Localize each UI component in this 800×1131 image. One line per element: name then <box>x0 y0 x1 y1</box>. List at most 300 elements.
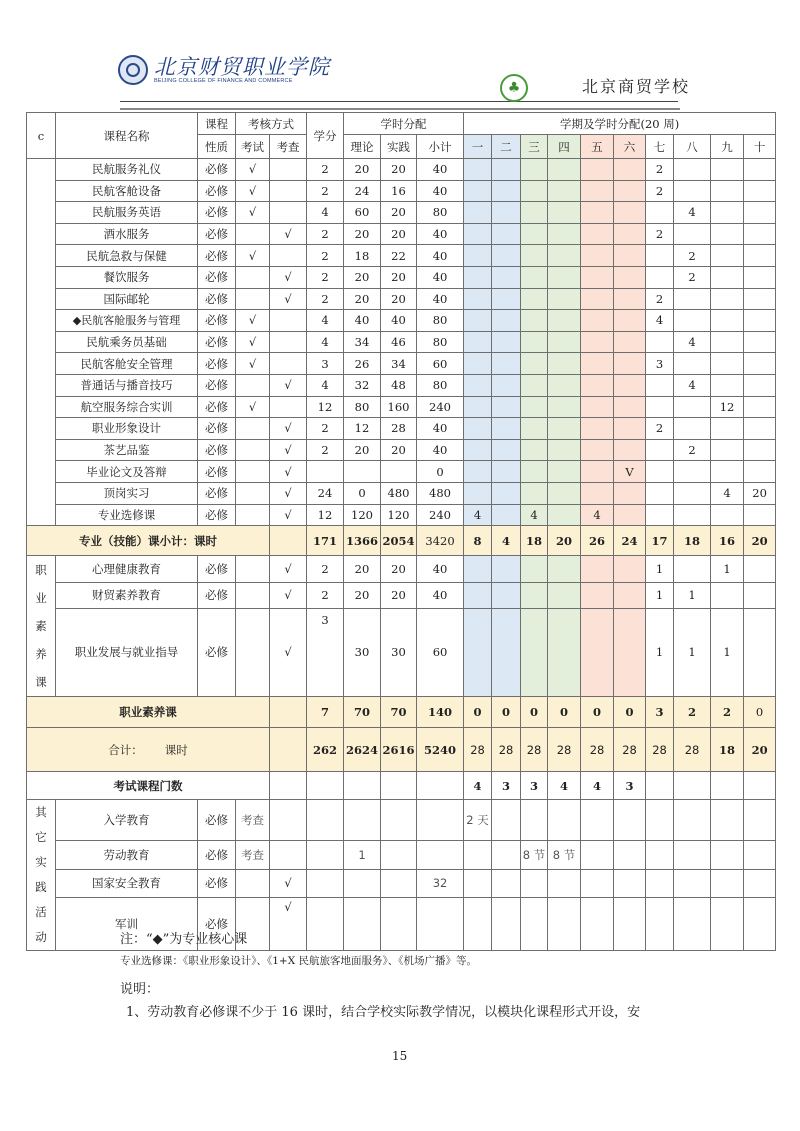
term-3-hours <box>521 159 548 181</box>
course-row <box>27 504 776 526</box>
exam-count-term-5: 4 <box>581 772 614 800</box>
term-1-hours <box>464 841 492 869</box>
course-row <box>27 461 776 483</box>
exam-count-term-9 <box>711 772 744 800</box>
course-name: 民航客舱设备 <box>56 180 198 202</box>
term-9-hours <box>711 223 744 245</box>
course-nature: 必修 <box>198 266 236 288</box>
term-5-hours <box>581 374 614 396</box>
term-7-hours: 1 <box>646 583 674 609</box>
term-4-hours <box>548 898 581 951</box>
check-mark <box>270 180 307 202</box>
course-name: 职业发展与就业指导 <box>56 608 198 696</box>
quality-subtotal-row-term-5: 0 <box>581 697 614 728</box>
total-row <box>27 728 776 772</box>
term-7-hours <box>646 482 674 504</box>
theory-hours: 20 <box>344 266 381 288</box>
total-row-term-1: 28 <box>464 728 492 772</box>
term-4-hours <box>548 180 581 202</box>
term-2-hours <box>492 159 521 181</box>
credit: 4 <box>307 310 344 332</box>
course-name: 心理健康教育 <box>56 556 198 583</box>
credit: 2 <box>307 556 344 583</box>
term-2-hours <box>492 223 521 245</box>
exam-mark: √ <box>236 396 270 418</box>
term-7-hours: 2 <box>646 159 674 181</box>
term-9-hours <box>711 288 744 310</box>
term-3-hours <box>521 439 548 461</box>
subtotal-hours: 40 <box>417 180 464 202</box>
term-3-hours <box>521 202 548 224</box>
course-row <box>27 556 776 583</box>
header-rule-thick <box>120 108 680 110</box>
practice-hours: 40 <box>381 310 417 332</box>
total-unit-label: 课时 <box>164 742 188 757</box>
quality-subtotal-row-term-3: 0 <box>521 697 548 728</box>
term-4-hours <box>548 396 581 418</box>
practice-hours <box>381 898 417 951</box>
quality-subtotal-row-term-7: 3 <box>646 697 674 728</box>
term-7-hours: 3 <box>646 353 674 375</box>
practice-hours: 34 <box>381 353 417 375</box>
exam-mark: √ <box>236 159 270 181</box>
term-7-hours <box>646 461 674 483</box>
term-2-hours <box>492 583 521 609</box>
subtotal-hours: 0 <box>417 461 464 483</box>
term-4-hours <box>548 223 581 245</box>
subtotal-hours <box>417 800 464 841</box>
term-9-hours <box>711 800 744 841</box>
header-c: c <box>27 113 56 159</box>
exam-count-row <box>27 772 776 800</box>
term-4-hours <box>548 202 581 224</box>
term-7-hours <box>646 266 674 288</box>
credit: 2 <box>307 159 344 181</box>
term-2-hours <box>492 461 521 483</box>
header-term-6: 六 <box>614 135 646 159</box>
term-1-hours <box>464 556 492 583</box>
term-10-hours <box>744 331 776 353</box>
term-7-hours <box>646 245 674 267</box>
header-term-3: 三 <box>521 135 548 159</box>
exam-mark: √ <box>236 331 270 353</box>
term-5-hours <box>581 353 614 375</box>
subtotal-hours: 40 <box>417 159 464 181</box>
term-6-hours <box>614 800 646 841</box>
exam-mark <box>236 288 270 310</box>
term-2-hours <box>492 180 521 202</box>
quality-subtotal-row-term-2: 0 <box>492 697 521 728</box>
check-mark: √ <box>270 869 307 897</box>
term-1-hours <box>464 898 492 951</box>
check-mark: √ <box>270 556 307 583</box>
theory-hours <box>344 869 381 897</box>
course-row <box>27 331 776 353</box>
credit: 2 <box>307 180 344 202</box>
course-row <box>27 353 776 375</box>
term-10-hours <box>744 396 776 418</box>
term-1-hours <box>464 310 492 332</box>
term-5-hours <box>581 800 614 841</box>
quality-subtotal-row-label: 职业素养课 <box>27 697 270 728</box>
credit <box>307 800 344 841</box>
subtotal-hours: 40 <box>417 223 464 245</box>
term-2-hours <box>492 556 521 583</box>
quality-group-label: 职 业 素 养 课 <box>27 556 56 697</box>
course-nature: 必修 <box>198 504 236 526</box>
course-nature: 必修 <box>198 202 236 224</box>
exam-mark <box>236 608 270 696</box>
term-9-hours <box>711 353 744 375</box>
theory-hours <box>344 898 381 951</box>
term-9-hours <box>711 159 744 181</box>
practice-hours: 22 <box>381 245 417 267</box>
header-exam: 考试 <box>236 135 270 159</box>
practice-hours: 20 <box>381 439 417 461</box>
term-7-hours <box>646 800 674 841</box>
term-3-hours <box>521 608 548 696</box>
term-5-hours <box>581 310 614 332</box>
theory-hours: 32 <box>344 374 381 396</box>
credit: 2 <box>307 288 344 310</box>
term-4-hours <box>548 504 581 526</box>
course-name: 专业选修课 <box>56 504 198 526</box>
empty-cell <box>307 772 344 800</box>
term-4-hours <box>548 608 581 696</box>
term-3-hours <box>521 180 548 202</box>
exam-count-term-1: 4 <box>464 772 492 800</box>
term-6-hours <box>614 266 646 288</box>
term-1-hours <box>464 223 492 245</box>
term-10-hours <box>744 288 776 310</box>
course-name: 普通话与播音技巧 <box>56 374 198 396</box>
theory-hours: 30 <box>344 608 381 696</box>
term-8-hours <box>674 418 711 440</box>
term-2-hours <box>492 504 521 526</box>
term-6-hours <box>614 202 646 224</box>
exam-mark <box>236 504 270 526</box>
pro-subtotal-row-term-5: 26 <box>581 526 614 556</box>
subtotal-hours: 60 <box>417 608 464 696</box>
course-name: 航空服务综合实训 <box>56 396 198 418</box>
term-10-hours <box>744 898 776 951</box>
course-nature: 必修 <box>198 418 236 440</box>
credit <box>307 898 344 951</box>
exam-mark: √ <box>236 180 270 202</box>
course-name: ◆民航客舱服务与管理 <box>56 310 198 332</box>
term-3-hours <box>521 353 548 375</box>
header-term-5: 五 <box>581 135 614 159</box>
check-mark <box>270 245 307 267</box>
term-6-hours <box>614 504 646 526</box>
theory-hours: 20 <box>344 223 381 245</box>
exam-mark: 考查 <box>236 841 270 869</box>
course-row <box>27 608 776 696</box>
term-2-hours <box>492 374 521 396</box>
term-7-hours: 2 <box>646 288 674 310</box>
total-row-term-8: 28 <box>674 728 711 772</box>
term-1-hours: 4 <box>464 504 492 526</box>
term-10-hours <box>744 608 776 696</box>
exam-mark <box>236 418 270 440</box>
pro-subtotal-row-term-1: 8 <box>464 526 492 556</box>
term-9-hours <box>711 266 744 288</box>
term-8-hours: 4 <box>674 331 711 353</box>
term-7-hours: 1 <box>646 556 674 583</box>
course-name: 毕业论文及答辩 <box>56 461 198 483</box>
header-practice: 实践 <box>381 135 417 159</box>
term-8-hours <box>674 353 711 375</box>
total-row-label <box>27 728 270 772</box>
term-4-hours <box>548 439 581 461</box>
term-5-hours: 4 <box>581 504 614 526</box>
total-row-theory: 2624 <box>344 728 381 772</box>
pro-subtotal-row-sub: 3420 <box>417 526 464 556</box>
term-8-hours <box>674 310 711 332</box>
theory-hours: 120 <box>344 504 381 526</box>
course-nature: 必修 <box>198 841 236 869</box>
subtotal-hours: 40 <box>417 266 464 288</box>
pro-subtotal-row-term-6: 24 <box>614 526 646 556</box>
theory-hours: 40 <box>344 310 381 332</box>
theory-hours: 60 <box>344 202 381 224</box>
term-1-hours <box>464 180 492 202</box>
quality-subtotal-row-practice: 70 <box>381 697 417 728</box>
term-5-hours <box>581 331 614 353</box>
college-logo <box>118 55 330 85</box>
school-name: 北京商贸学校 <box>582 77 691 96</box>
course-row <box>27 374 776 396</box>
exam-count-term-4: 4 <box>548 772 581 800</box>
term-10-hours <box>744 353 776 375</box>
term-7-hours <box>646 396 674 418</box>
check-mark <box>270 396 307 418</box>
course-row <box>27 800 776 841</box>
term-9-hours <box>711 245 744 267</box>
term-5-hours <box>581 266 614 288</box>
term-3-hours <box>521 869 548 897</box>
term-7-hours <box>646 869 674 897</box>
term-2-hours <box>492 331 521 353</box>
exam-count-label: 考试课程门数 <box>27 772 270 800</box>
term-10-hours <box>744 310 776 332</box>
course-row <box>27 482 776 504</box>
exam-count-term-10 <box>744 772 776 800</box>
check-mark: √ <box>270 418 307 440</box>
header-term-7: 七 <box>646 135 674 159</box>
term-4-hours <box>548 800 581 841</box>
header-term-1: 一 <box>464 135 492 159</box>
term-2-hours <box>492 396 521 418</box>
course-nature: 必修 <box>198 898 236 951</box>
course-nature: 必修 <box>198 396 236 418</box>
course-nature: 必修 <box>198 331 236 353</box>
term-5-hours <box>581 159 614 181</box>
term-2-hours <box>492 608 521 696</box>
term-8-hours: 1 <box>674 608 711 696</box>
subtotal-hours: 240 <box>417 504 464 526</box>
term-10-hours: 20 <box>744 482 776 504</box>
term-4-hours: 8 节 <box>548 841 581 869</box>
check-mark: √ <box>270 608 307 696</box>
course-name: 财贸素养教育 <box>56 583 198 609</box>
credit <box>307 461 344 483</box>
term-7-hours: 1 <box>646 608 674 696</box>
exam-mark: √ <box>236 202 270 224</box>
term-5-hours <box>581 439 614 461</box>
term-8-hours <box>674 180 711 202</box>
term-1-hours <box>464 266 492 288</box>
term-4-hours <box>548 482 581 504</box>
term-9-hours <box>711 180 744 202</box>
course-row <box>27 159 776 181</box>
subtotal-hours: 40 <box>417 245 464 267</box>
term-7-hours: 2 <box>646 180 674 202</box>
practice-hours: 30 <box>381 608 417 696</box>
term-7-hours: 2 <box>646 418 674 440</box>
term-8-hours <box>674 396 711 418</box>
empty-cell <box>270 697 307 728</box>
term-6-hours <box>614 331 646 353</box>
term-4-hours <box>548 310 581 332</box>
course-name: 职业形象设计 <box>56 418 198 440</box>
subtotal-hours: 40 <box>417 439 464 461</box>
practice-hours: 20 <box>381 288 417 310</box>
exam-mark: 考查 <box>236 800 270 841</box>
term-10-hours <box>744 583 776 609</box>
theory-hours: 26 <box>344 353 381 375</box>
course-name: 民航服务礼仪 <box>56 159 198 181</box>
term-6-hours <box>614 482 646 504</box>
term-10-hours <box>744 223 776 245</box>
term-2-hours <box>492 266 521 288</box>
course-name: 民航急救与保健 <box>56 245 198 267</box>
subtotal-hours: 32 <box>417 869 464 897</box>
credit: 3 <box>307 353 344 375</box>
credit: 4 <box>307 374 344 396</box>
term-5-hours <box>581 202 614 224</box>
term-1-hours <box>464 396 492 418</box>
pro-subtotal-row-term-10: 20 <box>744 526 776 556</box>
term-9-hours <box>711 504 744 526</box>
course-nature: 必修 <box>198 461 236 483</box>
check-mark <box>270 159 307 181</box>
credit: 2 <box>307 223 344 245</box>
subtotal-hours: 80 <box>417 331 464 353</box>
credit: 3 <box>307 608 344 696</box>
pro-subtotal-row-term-7: 17 <box>646 526 674 556</box>
exam-mark <box>236 556 270 583</box>
term-8-hours <box>674 800 711 841</box>
check-mark <box>270 841 307 869</box>
practice-hours: 160 <box>381 396 417 418</box>
term-5-hours <box>581 482 614 504</box>
empty-cell <box>270 526 307 556</box>
course-name: 民航客舱安全管理 <box>56 353 198 375</box>
subtotal-hours <box>417 841 464 869</box>
header-term-8: 八 <box>674 135 711 159</box>
term-5-hours <box>581 841 614 869</box>
term-6-hours <box>614 396 646 418</box>
course-nature: 必修 <box>198 439 236 461</box>
subtotal-hours: 60 <box>417 353 464 375</box>
term-5-hours <box>581 556 614 583</box>
term-1-hours <box>464 353 492 375</box>
practice-hours: 28 <box>381 418 417 440</box>
exam-count-term-6: 3 <box>614 772 646 800</box>
course-row <box>27 439 776 461</box>
term-6-hours <box>614 439 646 461</box>
course-row <box>27 869 776 897</box>
term-1-hours <box>464 482 492 504</box>
pro-subtotal-row <box>27 526 776 556</box>
term-8-hours: 2 <box>674 266 711 288</box>
page-header <box>0 0 800 112</box>
term-10-hours <box>744 159 776 181</box>
course-name: 茶艺品鉴 <box>56 439 198 461</box>
theory-hours: 20 <box>344 288 381 310</box>
term-9-hours <box>711 418 744 440</box>
term-6-hours <box>614 223 646 245</box>
total-row-term-3: 28 <box>521 728 548 772</box>
term-1-hours <box>464 374 492 396</box>
course-row <box>27 245 776 267</box>
term-9-hours <box>711 331 744 353</box>
subtotal-hours: 40 <box>417 288 464 310</box>
term-3-hours <box>521 800 548 841</box>
exam-mark <box>236 223 270 245</box>
term-5-hours <box>581 898 614 951</box>
course-row <box>27 180 776 202</box>
term-6-hours <box>614 898 646 951</box>
term-1-hours <box>464 869 492 897</box>
term-3-hours <box>521 223 548 245</box>
term-6-hours <box>614 418 646 440</box>
term-5-hours <box>581 869 614 897</box>
theory-hours: 34 <box>344 331 381 353</box>
header-term-4: 四 <box>548 135 581 159</box>
course-name: 军训 <box>56 898 198 951</box>
credit: 2 <box>307 245 344 267</box>
total-row-term-10: 20 <box>744 728 776 772</box>
empty-cell <box>344 772 381 800</box>
header-credit: 学分 <box>307 113 344 159</box>
theory-hours <box>344 800 381 841</box>
term-2-hours <box>492 869 521 897</box>
subtotal-hours: 240 <box>417 396 464 418</box>
term-3-hours <box>521 310 548 332</box>
term-5-hours <box>581 223 614 245</box>
quality-subtotal-row-term-1: 0 <box>464 697 492 728</box>
header-theory: 理论 <box>344 135 381 159</box>
subtotal-hours: 480 <box>417 482 464 504</box>
term-10-hours <box>744 202 776 224</box>
term-4-hours <box>548 461 581 483</box>
exam-mark <box>236 374 270 396</box>
check-mark: √ <box>270 504 307 526</box>
group-label-empty <box>27 159 56 526</box>
theory-hours: 18 <box>344 245 381 267</box>
term-8-hours <box>674 869 711 897</box>
term-1-hours <box>464 159 492 181</box>
theory-hours: 20 <box>344 583 381 609</box>
exam-count-term-7 <box>646 772 674 800</box>
term-8-hours <box>674 288 711 310</box>
term-7-hours <box>646 331 674 353</box>
total-row-credit: 262 <box>307 728 344 772</box>
page-number: 15 <box>392 1049 408 1063</box>
theory-hours: 24 <box>344 180 381 202</box>
